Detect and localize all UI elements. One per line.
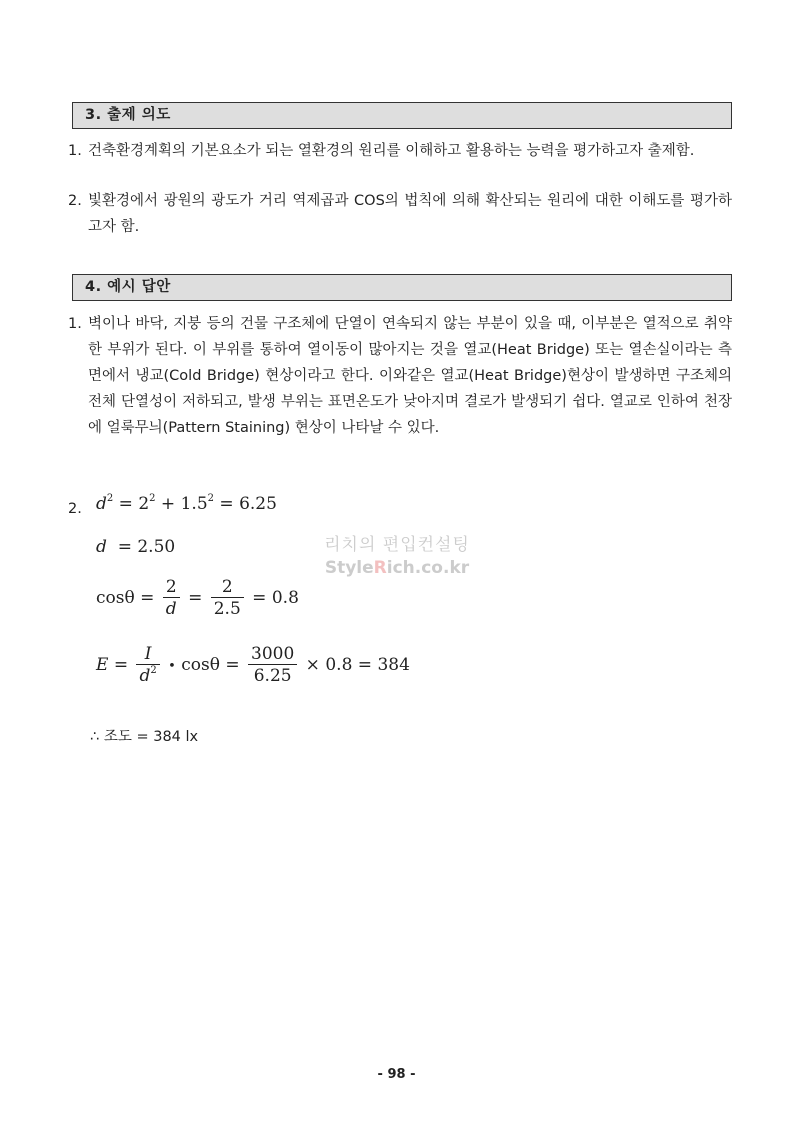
item-number: 2. [68, 501, 82, 517]
item-number: 1. [68, 143, 82, 159]
equation-illuminance: E = $\frac{I}{d^2}$ • cosθ = $\frac{3000}{6.25}$ × 0.8 = 384 [96, 644, 410, 686]
list-item [68, 138, 732, 164]
section-4-heading: 4. 예시 답안 [72, 274, 732, 301]
item-text: 벽이나 바닥, 지붕 등의 건물 구조체에 단열이 연속되지 않는 부분이 있을 때, 이부분은 열적으로 취약한 부위가 된다. 이 부위를 통하여 열이동이 많아지는 것을 열교(Heat Bridge) 또는 열손실이라는 측면에서 냉교(Cold Bridge) 현상이라고 한다. 이와같은 열교(Heat Bridge)현상이 발생하면 구조체의 전체 단열성이 저하되고, 발생 부위는 표면온도가 낮아지며 결로가 발생되기 쉽다. 열교로 인하여 천장에 얼룩무늬(Pattern Staining) 현상이 나타날 수 있다. [88, 316, 732, 436]
value-2-50: 2.50 [137, 537, 176, 557]
equation-distance-squared: $d^2 = 2^2 + 1.5^2 = 6.25$ [96, 493, 277, 514]
watermark [322, 534, 472, 580]
var-d: d [96, 494, 107, 514]
section-3-heading: 3. 출제 의도 [72, 102, 732, 129]
item-number: 2. [68, 193, 82, 209]
list-item [68, 311, 732, 441]
value-2: 2 [138, 494, 150, 514]
equation-distance: d = 2.50 [96, 537, 176, 557]
fraction: $\frac{3000}{6.25}$ [248, 645, 297, 686]
item-number: 1. [68, 316, 82, 332]
func-cos: cosθ [96, 588, 135, 608]
conclusion-text: ∴ 조도 = 384 lx [90, 729, 199, 745]
dot-operator: • [168, 659, 176, 674]
fraction: $\frac{I}{d^2}$ [136, 645, 159, 686]
watermark-line-2: StyleRich.co.kr [324, 558, 470, 578]
value-1-5: 1.5 [180, 494, 208, 514]
item-text: 빛환경에서 광원의 광도가 거리 역제곱과 COS의 법칙에 의해 확산되는 원리에 대한 이해도를 평가하고자 함. [88, 193, 732, 235]
item-text: 건축환경계획의 기본요소가 되는 열환경의 원리를 이해하고 활용하는 능력을 평가하고자 출제함. [88, 143, 695, 159]
fraction: $\frac{2}{2.5}$ [211, 578, 244, 619]
page-number: - 98 - [377, 1067, 416, 1082]
list-item [68, 188, 732, 240]
value-0-8: 0.8 [271, 588, 299, 608]
fraction: $\frac{2}{d}$ [163, 578, 180, 619]
value-0-8: 0.8 [325, 655, 353, 675]
watermark-line-1: 리치의 편입컨설팅 [324, 535, 470, 555]
var-d: d [96, 537, 107, 557]
func-cos: cosθ [181, 655, 220, 675]
value-6-25: 6.25 [239, 494, 277, 514]
var-E: E [96, 655, 109, 675]
value-384: 384 [377, 655, 410, 675]
equation-cosine: cosθ = $\frac{2}{d}$ = $\frac{2}{2.5}$ = 0.8 [96, 577, 299, 619]
watermark-accent: R [373, 558, 387, 578]
